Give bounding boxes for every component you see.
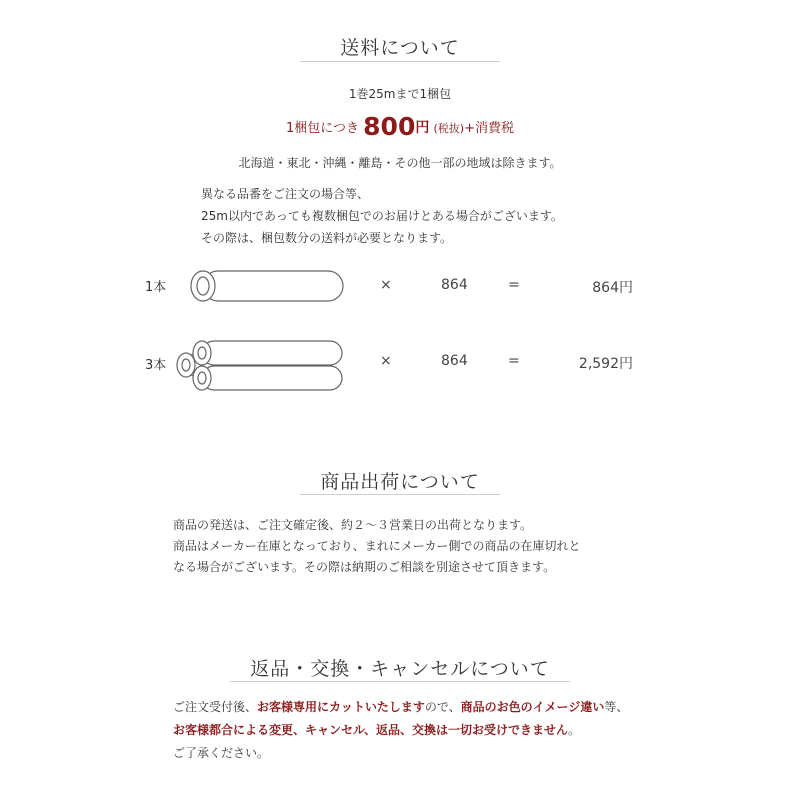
- dispatch-line-3: なる場合がございます。その際は納期のご相談を別途させて頂きます。: [173, 560, 556, 574]
- price-amount: 800: [363, 112, 416, 141]
- returns-line-2: [173, 720, 580, 740]
- shipping-title-rule: [300, 61, 500, 62]
- example-1-times: ×: [380, 277, 392, 293]
- dispatch-title-rule: [300, 494, 500, 495]
- shipping-price-line: [0, 112, 800, 141]
- returns-line-2-b: 。: [568, 723, 581, 737]
- price-prefix: 1梱包につき: [286, 121, 360, 136]
- example-2-times: ×: [380, 353, 392, 369]
- shipping-package-rule: 1巻25mまで1梱包: [348, 87, 452, 101]
- shipping-exclusion: 北海道・東北・沖縄・離島・その他一部の地域は除きます。: [238, 156, 562, 170]
- returns-line-1-b: お客様専用にカットいたします: [257, 700, 425, 714]
- example-1-total: 864円: [592, 280, 633, 296]
- single-roll-icon: [185, 268, 355, 304]
- returns-line-3: ご了承ください。: [173, 746, 270, 760]
- example-1-label: 1本: [145, 280, 167, 295]
- returns-title: 返品・交換・キャンセルについて: [250, 658, 550, 680]
- returns-line-1-d: 商品のお色のイメージ違い: [460, 700, 605, 714]
- returns-line-1-c: ので、: [424, 700, 461, 714]
- shipping-note-3: その際は、梱包数分の送料が必要となります。: [201, 231, 453, 245]
- example-1-unit: 864: [441, 277, 468, 293]
- shipping-title: 送料について: [340, 37, 460, 59]
- price-suffix: +消費税: [464, 121, 514, 136]
- returns-title-rule: [230, 681, 570, 682]
- returns-line-2-a: お客様都合による変更、キャンセル、返品、交換は一切お受けできません: [173, 723, 569, 737]
- dispatch-line-1: 商品の発送は、ご注文確定後、約２〜３営業日の出荷となります。: [173, 518, 533, 532]
- dispatch-title: 商品出荷について: [320, 471, 480, 493]
- price-yen: 円: [415, 120, 430, 136]
- returns-line-1: [173, 697, 628, 717]
- price-tax-note: (税抜): [433, 122, 465, 135]
- triple-roll-icon: [172, 338, 357, 394]
- example-2-equals: =: [508, 353, 520, 369]
- example-2-label: 3本: [145, 358, 167, 373]
- returns-line-1-e: 等、: [604, 700, 629, 714]
- example-2-total: 2,592円: [578, 356, 633, 372]
- returns-line-1-a: ご注文受付後、: [173, 700, 258, 714]
- dispatch-line-2: 商品はメーカー在庫となっており、まれにメーカー側での商品の在庫切れと: [173, 539, 581, 553]
- example-1-equals: =: [508, 277, 520, 293]
- shipping-note-2: 25m以内であっても複数梱包でのお届けとある場合がございます。: [201, 209, 563, 223]
- example-2-unit: 864: [441, 353, 468, 369]
- shipping-note-1: 異なる品番をご注文の場合等、: [201, 187, 370, 201]
